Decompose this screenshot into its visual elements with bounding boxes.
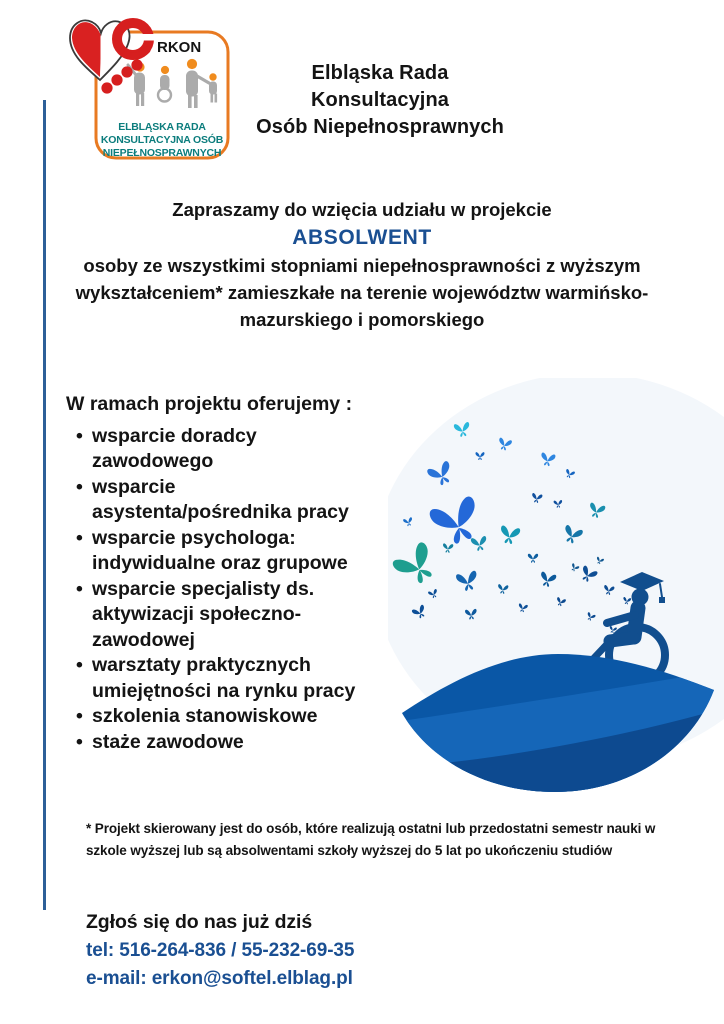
contact-block: [86, 908, 566, 994]
list-item: • wsparcie asystenta/pośrednika pracy: [66, 475, 378, 526]
list-item: • staże zawodowe: [66, 730, 378, 756]
logo-caption-line-2: KONSULTACYJNA OSÓB: [100, 134, 224, 146]
list-item: • wsparcie specjalisty ds. aktywizacji społeczno-zawodowej: [66, 577, 378, 654]
list-item: • szkolenia stanowiskowe: [66, 704, 378, 730]
list-item: • warsztaty praktycznych umiejętności na rynku pracy: [66, 653, 378, 704]
offer-section: [66, 392, 388, 755]
org-title: [225, 60, 535, 141]
audience-text: osoby ze wszystkimi stopniami niepełnosprawności z wyższym wykształceniem* zamieszkałe na terenie województw warmińsko-mazurskiego i pomorskiego: [75, 255, 649, 330]
invite-line: Zapraszamy do wzięcia udziału w projekcie: [172, 199, 552, 220]
list-item: • wsparcie doradcy zawodowego: [66, 424, 378, 475]
offer-heading: W ramach projektu oferujemy :: [66, 393, 353, 415]
logo-brand-text: RKON: [157, 39, 202, 56]
contact-phone: tel: 516-264-836 / 55-232-69-35: [86, 939, 355, 961]
contact-cta: Zgłoś się do nas już dziś: [86, 911, 313, 933]
logo-caption-line-1: ELBLĄSKA RADA: [118, 121, 206, 133]
footnote-text: * Projekt skierowany jest do osób, które realizują ostatni lub przedostatni semestr nauki w szkole wyższej lub są absolwentami szkoły wyższej do 5 lat po ukończeniu studiów: [86, 821, 656, 858]
project-name: ABSOLWENT: [292, 226, 432, 249]
offer-list: [66, 424, 378, 756]
org-title-line-3: Osób Niepełnosprawnych: [256, 116, 504, 138]
butterflies-wheelchair-graphic: [388, 378, 724, 806]
org-title-line-2: Konsultacyjna: [311, 89, 449, 111]
intro-block: [37, 196, 687, 333]
contact-email: e-mail: erkon@softel.elblag.pl: [86, 968, 353, 989]
erkon-logo: [58, 6, 234, 164]
org-title-line-1: Elbląska Rada: [311, 62, 449, 84]
list-item: • wsparcie psychologa: indywidualne oraz grupowe: [66, 526, 378, 577]
logo-caption-line-3: NIEPEŁNOSPRAWNYCH: [102, 147, 222, 159]
